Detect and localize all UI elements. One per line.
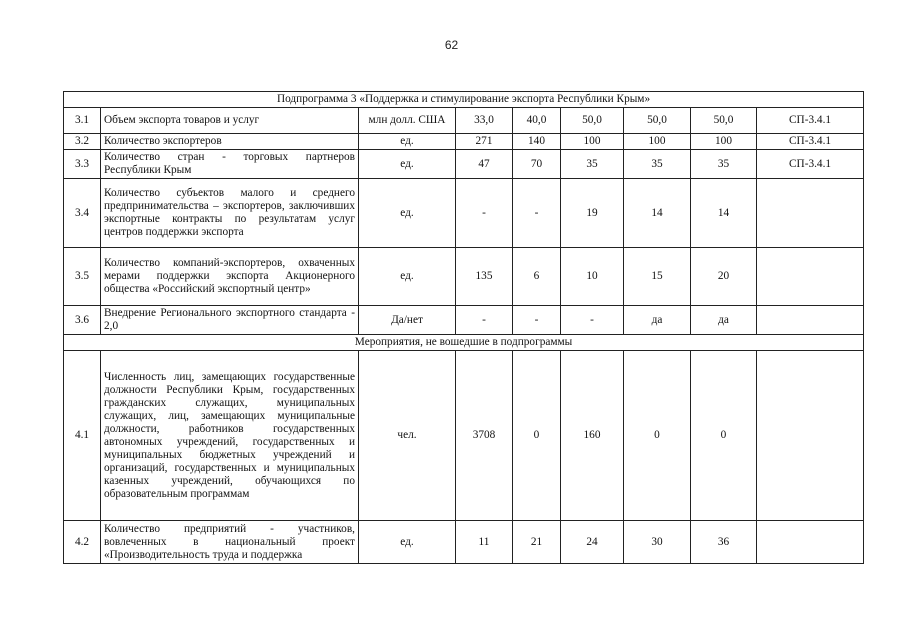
row-number: 3.4 (64, 179, 101, 248)
table-row (64, 248, 864, 306)
value-cell: 47 (456, 150, 513, 179)
value-cell: 6 (513, 248, 561, 306)
value-cell: 14 (691, 179, 757, 248)
row-number: 3.1 (64, 108, 101, 134)
reference-cell: СП-3.4.1 (757, 134, 864, 150)
value-cell: 3708 (456, 351, 513, 521)
row-number: 3.3 (64, 150, 101, 179)
value-cell: 19 (561, 179, 624, 248)
indicator-name (101, 521, 359, 564)
table-row (64, 351, 864, 521)
indicator-name: Внедрение Регионального экспортного стандарта - 2,0 (101, 306, 359, 335)
unit-cell: ед. (359, 150, 456, 179)
indicator-name: Количество субъектов малого и среднего предпринимательства – экспортеров, заключивших экспортные контракты по результатам услуг центров поддержки экспорта (101, 179, 359, 248)
value-cell: 36 (691, 521, 757, 564)
value-cell: 15 (624, 248, 691, 306)
table-row (64, 108, 864, 134)
reference-cell: СП-3.4.1 (757, 150, 864, 179)
unit-cell: ед. (359, 179, 456, 248)
value-cell: 50,0 (691, 108, 757, 134)
value-cell: 24 (561, 521, 624, 564)
value-cell: - (513, 306, 561, 335)
value-cell: 100 (561, 134, 624, 150)
section-row (64, 92, 864, 108)
unit-cell: ед. (359, 521, 456, 564)
value-cell: - (456, 179, 513, 248)
row-number: 3.2 (64, 134, 101, 150)
value-cell: 35 (561, 150, 624, 179)
table-row (64, 521, 864, 564)
value-cell: 0 (513, 351, 561, 521)
value-cell: 271 (456, 134, 513, 150)
value-cell: 0 (624, 351, 691, 521)
reference-cell (757, 248, 864, 306)
value-cell: 70 (513, 150, 561, 179)
indicator-name-text: Количество предприятий - участников, вовлеченных в национальный проект «Производительность труда и поддержка (104, 522, 355, 561)
row-number: 4.1 (64, 351, 101, 521)
section-title: Подпрограмма 3 «Поддержка и стимулирование экспорта Республики Крым» (64, 92, 864, 108)
reference-cell (757, 179, 864, 248)
table-row (64, 179, 864, 248)
value-cell: - (561, 306, 624, 335)
reference-cell (757, 521, 864, 564)
indicator-name: Количество стран - торговых партнеров Республики Крым (101, 150, 359, 179)
value-cell: 50,0 (561, 108, 624, 134)
unit-cell: чел. (359, 351, 456, 521)
section-title: Мероприятия, не вошедшие в подпрограммы (64, 335, 864, 351)
value-cell: 10 (561, 248, 624, 306)
unit-cell: ед. (359, 134, 456, 150)
value-cell: 35 (691, 150, 757, 179)
value-cell: 30 (624, 521, 691, 564)
table-row (64, 134, 864, 150)
value-cell: 33,0 (456, 108, 513, 134)
value-cell: 100 (691, 134, 757, 150)
value-cell: 100 (624, 134, 691, 150)
value-cell: 0 (691, 351, 757, 521)
reference-cell (757, 306, 864, 335)
row-number: 3.6 (64, 306, 101, 335)
value-cell: да (624, 306, 691, 335)
indicator-name: Объем экспорта товаров и услуг (101, 108, 359, 134)
page-number: 62 (444, 38, 459, 52)
value-cell: 35 (624, 150, 691, 179)
row-number: 3.5 (64, 248, 101, 306)
value-cell: да (691, 306, 757, 335)
value-cell: 50,0 (624, 108, 691, 134)
value-cell: - (456, 306, 513, 335)
section-row (64, 335, 864, 351)
table-row (64, 150, 864, 179)
unit-cell: ед. (359, 248, 456, 306)
unit-cell: млн долл. США (359, 108, 456, 134)
value-cell: 140 (513, 134, 561, 150)
value-cell: - (513, 179, 561, 248)
indicator-name: Численность лиц, замещающих государственные должности Республики Крым, государственных гражданских служащих, муниципальных служащих, лиц, замещающих муниципальные должности, работников государственных автономных учреждений, государственных и муниципальных бюджетных учреждений и организаций, государственных и муниципальных казенных учреждений, обучающихся по образовательным программам (101, 351, 359, 521)
value-cell: 11 (456, 521, 513, 564)
indicator-name: Количество экспортеров (101, 134, 359, 150)
value-cell: 160 (561, 351, 624, 521)
value-cell: 40,0 (513, 108, 561, 134)
reference-cell (757, 351, 864, 521)
unit-cell: Да/нет (359, 306, 456, 335)
indicator-name: Количество компаний-экспортеров, охваченных мерами поддержки экспорта Акционерного общества «Российский экспортный центр» (101, 248, 359, 306)
table-row (64, 306, 864, 335)
value-cell: 135 (456, 248, 513, 306)
row-number: 4.2 (64, 521, 101, 564)
reference-cell: СП-3.4.1 (757, 108, 864, 134)
indicators-table (63, 91, 864, 564)
value-cell: 21 (513, 521, 561, 564)
value-cell: 20 (691, 248, 757, 306)
value-cell: 14 (624, 179, 691, 248)
